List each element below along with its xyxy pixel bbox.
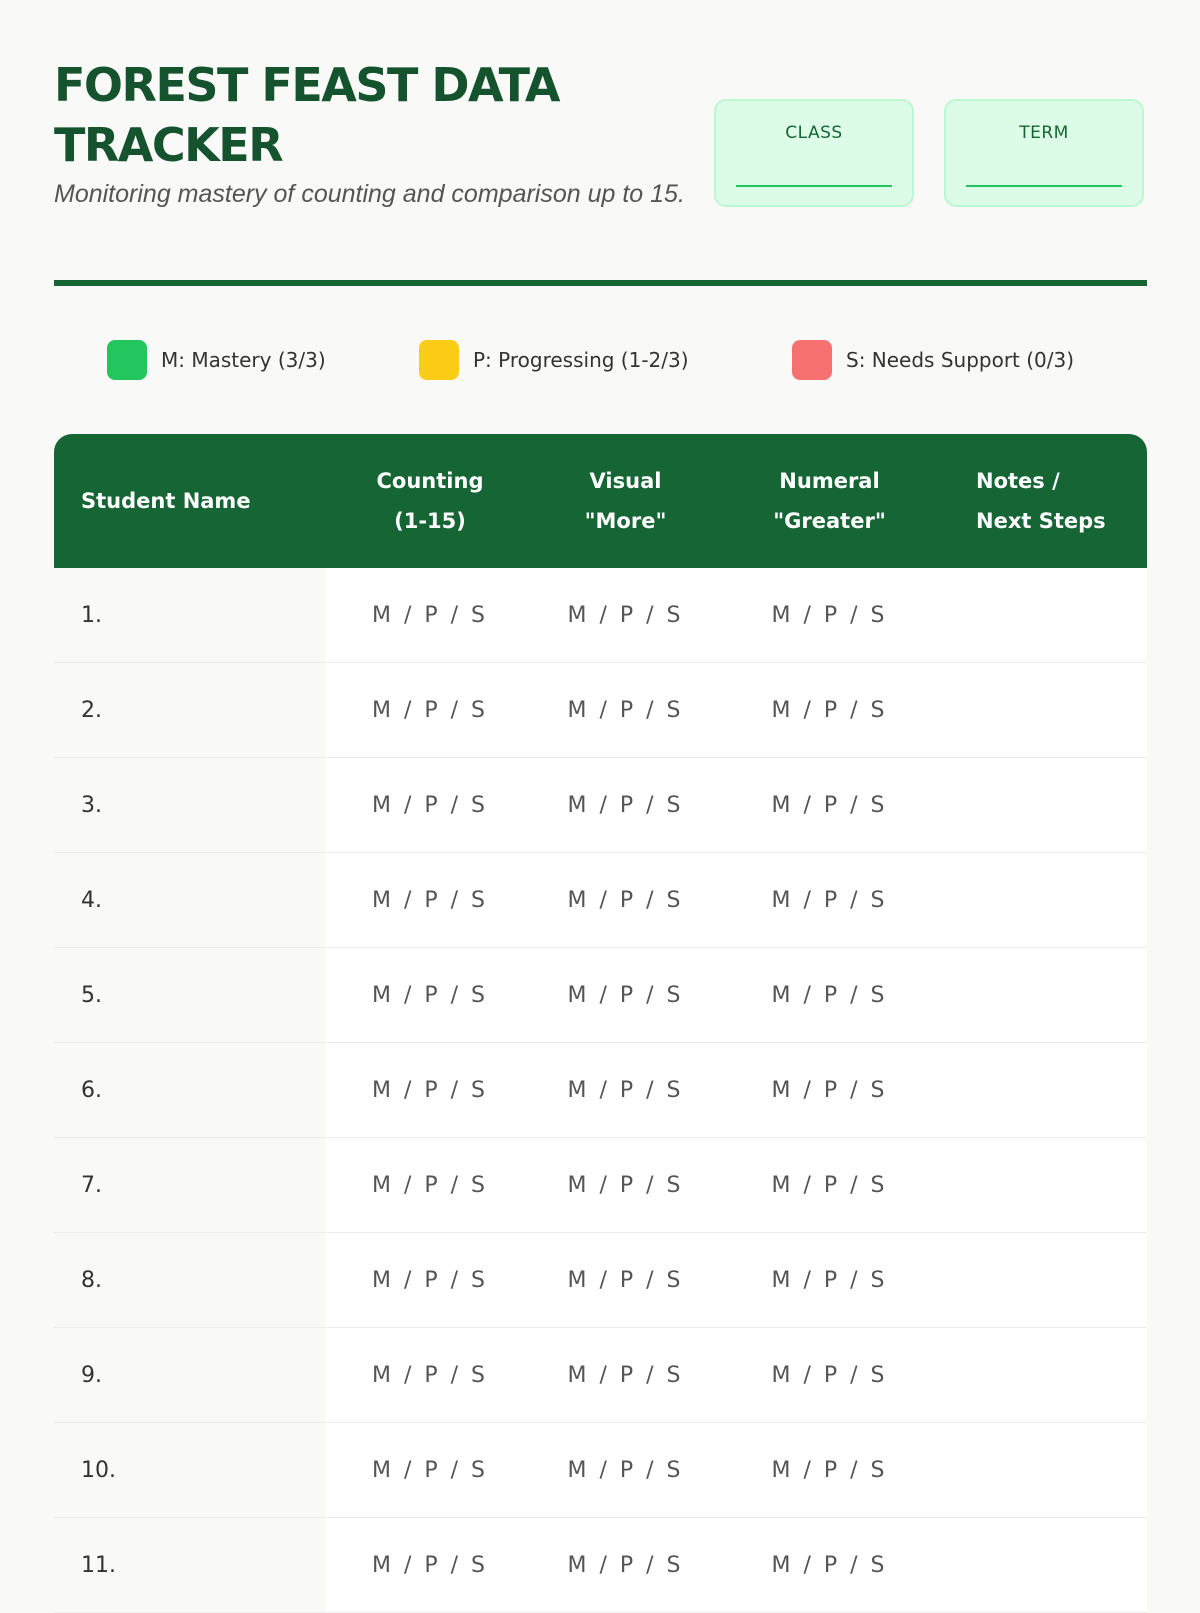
term-label: TERM	[1019, 123, 1069, 143]
table-row	[54, 1138, 1147, 1233]
notes-cell[interactable]	[942, 1328, 1147, 1423]
page-header	[54, 0, 1147, 286]
column-header-visual-more	[534, 434, 717, 568]
student-name-cell[interactable]: 4.	[54, 853, 326, 948]
student-name-cell[interactable]: 9.	[54, 1328, 326, 1423]
tracker-page	[54, 0, 1147, 1578]
visual-more-mark-cell[interactable]: M / P / S	[534, 663, 717, 758]
notes-cell[interactable]	[942, 1423, 1147, 1518]
visual-more-mark-cell[interactable]: M / P / S	[534, 1043, 717, 1138]
tracker-table	[54, 434, 1147, 1613]
class-write-line	[736, 185, 892, 187]
numeral-greater-mark-cell[interactable]: M / P / S	[717, 1328, 942, 1423]
numeral-greater-mark-cell[interactable]: M / P / S	[717, 1518, 942, 1613]
numeral-greater-mark-cell[interactable]: M / P / S	[717, 1138, 942, 1233]
term-write-line	[966, 185, 1122, 187]
column-header-line: Counting	[376, 469, 484, 493]
table-row	[54, 568, 1147, 663]
column-header-line: Numeral	[779, 469, 880, 493]
column-header-notes	[942, 434, 1147, 568]
counting-mark-cell[interactable]: M / P / S	[326, 663, 534, 758]
visual-more-mark-cell[interactable]: M / P / S	[534, 1423, 717, 1518]
table-row	[54, 1328, 1147, 1423]
column-header-line: "Greater"	[773, 509, 886, 533]
column-header-numeral-greater	[717, 434, 942, 568]
column-header-student-name	[54, 434, 326, 568]
counting-mark-cell[interactable]: M / P / S	[326, 948, 534, 1043]
counting-mark-cell[interactable]: M / P / S	[326, 1043, 534, 1138]
column-header-line: (1-15)	[394, 509, 466, 533]
notes-cell[interactable]	[942, 568, 1147, 663]
notes-cell[interactable]	[942, 1043, 1147, 1138]
numeral-greater-mark-cell[interactable]: M / P / S	[717, 758, 942, 853]
student-name-cell[interactable]: 3.	[54, 758, 326, 853]
counting-mark-cell[interactable]: M / P / S	[326, 1518, 534, 1613]
notes-cell[interactable]	[942, 758, 1147, 853]
student-name-cell[interactable]: 2.	[54, 663, 326, 758]
visual-more-mark-cell[interactable]: M / P / S	[534, 1328, 717, 1423]
visual-more-mark-cell[interactable]: M / P / S	[534, 1518, 717, 1613]
counting-mark-cell[interactable]: M / P / S	[326, 853, 534, 948]
legend-item-needs-support	[792, 338, 1074, 382]
notes-cell[interactable]	[942, 1518, 1147, 1613]
class-label: CLASS	[785, 123, 843, 143]
header-divider	[54, 280, 1147, 286]
page-subtitle: Monitoring mastery of counting and comparison up to 15.	[54, 180, 685, 208]
visual-more-mark-cell[interactable]: M / P / S	[534, 1233, 717, 1328]
counting-mark-cell[interactable]: M / P / S	[326, 568, 534, 663]
student-name-cell[interactable]: 8.	[54, 1233, 326, 1328]
student-name-cell[interactable]: 11.	[54, 1518, 326, 1613]
column-header-line: Next Steps	[976, 509, 1106, 533]
table-row	[54, 758, 1147, 853]
student-name-cell[interactable]: 7.	[54, 1138, 326, 1233]
legend-swatch-progressing	[419, 340, 459, 380]
legend-label-needs-support: S: Needs Support (0/3)	[846, 348, 1075, 372]
notes-cell[interactable]	[942, 948, 1147, 1043]
table-row	[54, 663, 1147, 758]
counting-mark-cell[interactable]: M / P / S	[326, 1233, 534, 1328]
counting-mark-cell[interactable]: M / P / S	[326, 1328, 534, 1423]
visual-more-mark-cell[interactable]: M / P / S	[534, 568, 717, 663]
table-row	[54, 853, 1147, 948]
counting-mark-cell[interactable]: M / P / S	[326, 1423, 534, 1518]
student-name-cell[interactable]: 10.	[54, 1423, 326, 1518]
numeral-greater-mark-cell[interactable]: M / P / S	[717, 853, 942, 948]
notes-cell[interactable]	[942, 663, 1147, 758]
visual-more-mark-cell[interactable]: M / P / S	[534, 853, 717, 948]
visual-more-mark-cell[interactable]: M / P / S	[534, 948, 717, 1043]
table-row	[54, 1423, 1147, 1518]
table-row	[54, 948, 1147, 1043]
numeral-greater-mark-cell[interactable]: M / P / S	[717, 568, 942, 663]
table-row	[54, 1518, 1147, 1613]
page-title: FOREST FEAST DATA TRACKER	[54, 58, 559, 172]
column-header-line: Visual	[589, 469, 662, 493]
notes-cell[interactable]	[942, 1138, 1147, 1233]
notes-cell[interactable]	[942, 1233, 1147, 1328]
visual-more-mark-cell[interactable]: M / P / S	[534, 1138, 717, 1233]
column-header-line: Notes /	[976, 469, 1060, 493]
legend-swatch-mastery	[107, 340, 147, 380]
numeral-greater-mark-cell[interactable]: M / P / S	[717, 1423, 942, 1518]
numeral-greater-mark-cell[interactable]: M / P / S	[717, 1043, 942, 1138]
column-header-line: Student Name	[81, 489, 251, 513]
counting-mark-cell[interactable]: M / P / S	[326, 1138, 534, 1233]
legend-label-progressing: P: Progressing (1-2/3)	[473, 348, 689, 372]
class-field[interactable]	[714, 99, 914, 207]
legend-item-progressing	[419, 338, 689, 382]
column-header-line: "More"	[584, 509, 667, 533]
counting-mark-cell[interactable]: M / P / S	[326, 758, 534, 853]
numeral-greater-mark-cell[interactable]: M / P / S	[717, 663, 942, 758]
legend-item-mastery	[107, 338, 326, 382]
student-name-cell[interactable]: 1.	[54, 568, 326, 663]
table-header-row	[54, 434, 1147, 568]
notes-cell[interactable]	[942, 853, 1147, 948]
legend	[54, 338, 1147, 382]
numeral-greater-mark-cell[interactable]: M / P / S	[717, 1233, 942, 1328]
column-header-counting	[326, 434, 534, 568]
table-row	[54, 1233, 1147, 1328]
legend-label-mastery: M: Mastery (3/3)	[161, 348, 326, 372]
visual-more-mark-cell[interactable]: M / P / S	[534, 758, 717, 853]
legend-swatch-needs-support	[792, 340, 832, 380]
table-row	[54, 1043, 1147, 1138]
student-name-cell[interactable]: 6.	[54, 1043, 326, 1138]
student-name-cell[interactable]: 5.	[54, 948, 326, 1043]
term-field[interactable]	[944, 99, 1144, 207]
numeral-greater-mark-cell[interactable]: M / P / S	[717, 948, 942, 1043]
table-body	[54, 568, 1147, 1613]
